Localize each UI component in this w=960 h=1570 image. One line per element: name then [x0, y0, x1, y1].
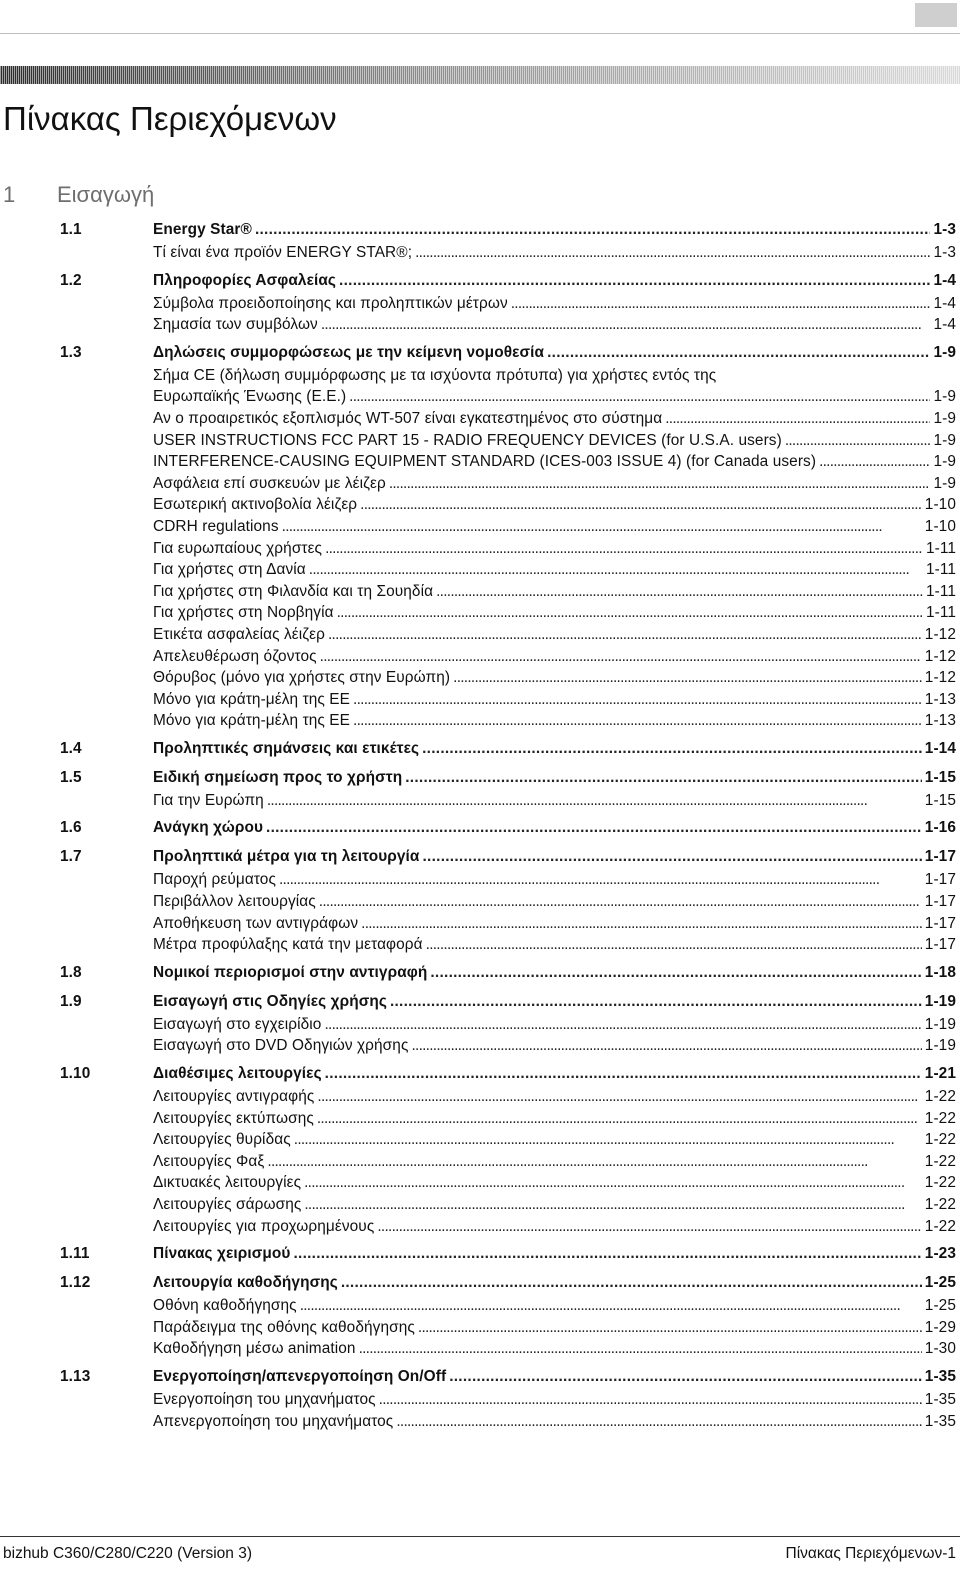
entry-title: Εισαγωγή στο DVD Οδηγιών χρήσης	[153, 1037, 409, 1055]
toc-entry[interactable]	[0, 1411, 960, 1433]
entry-page: 1-35	[924, 1390, 956, 1408]
section-title: Νομικοί περιορισμοί στην αντιγραφή	[153, 963, 428, 981]
toc-entry[interactable]	[0, 646, 960, 668]
toc-entry[interactable]	[0, 1129, 960, 1151]
entry-page: 1-22	[924, 1196, 956, 1213]
entry-title: Λειτουργίες εκτύπωσης	[153, 1109, 314, 1127]
entry-title: Σήμα CE (δήλωση συμμόρφωσης με τα ισχύοντα πρότυπα) για χρήστες εντός της	[153, 366, 717, 384]
toc-section	[0, 269, 960, 336]
entry-title: Ενεργοποίηση του μηχανήματος	[153, 1390, 376, 1408]
entry-page: 1-22	[924, 1088, 956, 1106]
entry-page: 1-19	[924, 1037, 956, 1055]
section-number: 1.10	[60, 1065, 91, 1083]
section-title: Διαθέσιμες λειτουργίες	[153, 1065, 322, 1083]
toc-section-entry[interactable]	[0, 766, 960, 790]
entry-title: Παράδειγμα της οθόνης καθοδήγησης	[153, 1318, 415, 1336]
entry-page: 1-22	[924, 1152, 956, 1170]
entry-page: 1-30	[924, 1340, 956, 1358]
toc-entry[interactable]	[0, 689, 960, 711]
toc-entry[interactable]	[0, 494, 960, 516]
entry-title: Λειτουργίες αντιγραφής	[153, 1088, 315, 1106]
dot-leader	[390, 990, 922, 1014]
toc-section-entry[interactable]	[0, 845, 960, 869]
toc-entry[interactable]	[0, 790, 960, 812]
section-title: Εισαγωγή στις Οδηγίες χρήσης	[153, 992, 387, 1010]
toc-section	[0, 737, 960, 761]
section-page: 1-16	[924, 819, 956, 837]
entry-title: Μόνο για κράτη-μέλη της ΕΕ	[153, 690, 351, 708]
toc-entry[interactable]	[0, 624, 960, 646]
toc-entry[interactable]	[0, 1216, 960, 1238]
entry-title: INTERFERENCE-CAUSING EQUIPMENT STANDARD (ICES-003 ISSUE 4) (for Canada users)	[153, 453, 817, 471]
toc-entry[interactable]	[0, 1172, 960, 1194]
section-page: 1-9	[933, 343, 956, 361]
entry-page: 1-22	[924, 1174, 956, 1192]
toc-section-entry[interactable]	[0, 269, 960, 293]
toc-section	[0, 1242, 960, 1266]
section-title: Ανάγκη χώρου	[153, 819, 264, 837]
entry-page: 1-10	[924, 496, 956, 514]
entry-page: 1-12	[924, 647, 956, 665]
toc-section	[0, 990, 960, 1057]
dot-leader	[304, 1172, 922, 1194]
entry-page: 1-35	[924, 1412, 956, 1430]
entry-title: Παροχή ρεύματος	[153, 871, 276, 889]
entry-title: Σύμβολα προειδοποίησης και προληπτικών μέτρων	[153, 294, 508, 312]
footer-page-label: Πίνακας Περιεχόμενων-1	[785, 1545, 956, 1562]
toc-section	[0, 845, 960, 955]
toc-entry[interactable]	[0, 365, 960, 387]
toc-section-entry[interactable]	[0, 341, 960, 365]
entry-title: Για χρήστες στη Φιλανδία και τη Σουηδία	[153, 582, 434, 600]
toc-section-entry[interactable]	[0, 1242, 960, 1266]
entry-title: Καθοδήγηση μέσω animation	[153, 1340, 356, 1358]
entry-page: 1-9	[933, 474, 956, 492]
toc-entry[interactable]	[0, 430, 960, 452]
section-page: 1-35	[924, 1367, 956, 1385]
dot-leader	[324, 1014, 921, 1036]
dot-leader	[361, 913, 922, 935]
dot-leader	[320, 646, 922, 668]
section-number: 1.4	[60, 739, 82, 757]
entry-title: Ευρωπαϊκής Ένωσης (Ε.Ε.)	[153, 388, 347, 406]
section-number: 1.7	[60, 848, 82, 866]
dot-leader	[267, 1151, 921, 1173]
dot-leader	[328, 624, 922, 646]
toc-entry[interactable]	[0, 1035, 960, 1057]
dot-leader	[339, 269, 930, 293]
dot-leader	[360, 494, 922, 516]
section-number: 1.3	[60, 343, 82, 361]
toc-entry[interactable]	[0, 516, 960, 538]
section-page: 1-14	[924, 739, 956, 757]
toc-section-entry[interactable]	[0, 990, 960, 1014]
section-number: 1.2	[60, 271, 82, 289]
toc-section	[0, 341, 960, 732]
entry-page: 1-11	[925, 582, 956, 600]
dot-leader	[396, 1411, 921, 1433]
dot-leader	[282, 516, 922, 538]
section-page: 1-17	[924, 848, 956, 866]
entry-page: 1-3	[933, 244, 956, 261]
section-page: 1-23	[924, 1245, 956, 1263]
dot-leader	[379, 1389, 922, 1411]
section-page: 1-21	[924, 1065, 956, 1083]
dot-leader	[300, 1295, 922, 1317]
toc-entry[interactable]	[0, 559, 960, 581]
entry-title: Λειτουργίες Φαξ	[153, 1152, 265, 1170]
dot-leader	[411, 1035, 921, 1057]
section-page: 1-15	[924, 768, 956, 786]
toc-entry[interactable]	[0, 1086, 960, 1108]
toc-section-entry[interactable]	[0, 1365, 960, 1389]
entry-title: Απελευθέρωση όζοντος	[153, 647, 317, 665]
footer-product: bizhub C360/C280/C220 (Version 3)	[3, 1545, 253, 1562]
entry-page: 1-17	[924, 871, 956, 889]
toc-entry[interactable]	[0, 242, 960, 264]
dot-leader	[415, 242, 930, 264]
toc-section	[0, 766, 960, 812]
dot-leader	[547, 341, 930, 365]
entry-page: 1-11	[925, 561, 956, 579]
section-number: 1.8	[60, 963, 82, 981]
toc-entry[interactable]	[0, 1151, 960, 1173]
dot-leader	[819, 451, 930, 473]
section-number: 1.12	[60, 1274, 91, 1292]
dot-leader	[325, 1062, 922, 1086]
dot-leader	[426, 934, 922, 956]
dot-leader	[294, 1129, 922, 1151]
entry-title: Οθόνη καθοδήγησης	[153, 1297, 297, 1315]
dot-leader	[337, 602, 923, 624]
dot-leader	[304, 1194, 921, 1216]
dot-leader	[359, 1338, 922, 1360]
table-of-contents	[0, 218, 960, 1437]
toc-section	[0, 1062, 960, 1237]
page-title: Πίνακας Περιεχόμενων	[3, 100, 337, 137]
dot-leader	[418, 1317, 922, 1339]
chapter-title: Εισαγωγή	[57, 182, 155, 207]
toc-entry[interactable]	[0, 1338, 960, 1360]
entry-title: USER INSTRUCTIONS FCC PART 15 - RADIO FREQUENCY DEVICES (for U.S.A. users)	[153, 431, 782, 449]
dot-leader	[255, 218, 931, 242]
entry-page: 1-11	[925, 539, 956, 557]
entry-title: Αποθήκευση των αντιγράφων	[153, 914, 359, 932]
toc-entry[interactable]	[0, 314, 960, 336]
entry-page: 1-12	[924, 669, 956, 687]
entry-page: 1-22	[924, 1131, 956, 1149]
section-page: 1-18	[924, 963, 956, 981]
dot-leader	[309, 559, 923, 581]
toc-section-entry[interactable]	[0, 961, 960, 985]
toc-entry[interactable]	[0, 602, 960, 624]
entry-title: Περιβάλλον λειτουργίας	[153, 893, 316, 911]
entry-page: 1-17	[924, 893, 956, 911]
dot-leader	[353, 710, 922, 732]
toc-entry[interactable]	[0, 581, 960, 603]
dot-leader	[449, 1365, 922, 1389]
entry-title: Ασφάλεια επί συσκευών με λέιζερ	[153, 474, 386, 492]
section-number: 1.1	[60, 221, 82, 238]
toc-entry[interactable]	[0, 1108, 960, 1130]
entry-title: Για ευρωπαίους χρήστες	[153, 539, 323, 557]
dot-leader	[453, 667, 922, 689]
section-title: Προληπτικές σημάνσεις και ετικέτες	[153, 739, 420, 757]
toc-section-entry[interactable]	[0, 1062, 960, 1086]
chapter-heading	[3, 182, 154, 208]
entry-page: 1-15	[924, 791, 956, 809]
entry-page: 1-9	[933, 388, 956, 406]
entry-page: 1-4	[933, 316, 956, 334]
toc-section-entry[interactable]	[0, 737, 960, 761]
section-title: Ενεργοποίηση/απενεργοποίηση On/Off	[153, 1367, 447, 1385]
entry-page: 1-4	[933, 294, 956, 312]
toc-entry[interactable]	[0, 1014, 960, 1036]
entry-page: 1-13	[924, 712, 956, 730]
toc-entry[interactable]	[0, 408, 960, 430]
toc-section	[0, 1271, 960, 1360]
section-title: Δηλώσεις συμμορφώσεως με την κείμενη νομοθεσία	[153, 343, 545, 361]
toc-section	[0, 816, 960, 840]
entry-title: Αν ο προαιρετικός εξοπλισμός WT-507 είναι εγκατεστημένος στο σύστημα	[153, 409, 663, 427]
entry-title: Θόρυβος (μόνο για χρήστες στην Ευρώπη)	[153, 669, 451, 687]
toc-entry[interactable]	[0, 891, 960, 913]
section-title: Ειδική σημείωση προς το χρήστη	[153, 768, 403, 786]
toc-entry[interactable]	[0, 1295, 960, 1317]
section-page: 1-4	[933, 271, 956, 289]
dot-leader	[349, 386, 930, 408]
entry-page: 1-11	[925, 604, 956, 622]
dot-leader	[389, 473, 931, 495]
dot-leader	[422, 737, 922, 761]
toc-entry[interactable]	[0, 869, 960, 891]
entry-page: 1-9	[933, 409, 956, 427]
dot-leader	[279, 869, 922, 891]
entry-title: Σημασία των συμβόλων	[153, 316, 318, 334]
entry-page: 1-12	[924, 625, 956, 643]
dot-leader	[321, 314, 931, 336]
entry-page: 1-25	[924, 1297, 956, 1315]
entry-title: Για την Ευρώπη	[153, 791, 264, 809]
dot-leader	[377, 1216, 921, 1238]
dot-leader	[423, 845, 922, 869]
section-title: Πληροφορίες Ασφαλείας	[153, 271, 337, 289]
toc-entry[interactable]	[0, 934, 960, 956]
toc-entry[interactable]	[0, 710, 960, 732]
dot-leader	[341, 1271, 922, 1295]
entry-title: CDRH regulations	[153, 517, 279, 535]
section-title: Λειτουργία καθοδήγησης	[153, 1274, 338, 1292]
toc-entry[interactable]	[0, 667, 960, 689]
entry-title: Μόνο για κράτη-μέλη της ΕΕ	[153, 712, 351, 730]
entry-page: 1-13	[924, 690, 956, 708]
dot-leader	[325, 538, 923, 560]
entry-title: Μέτρα προφύλαξης κατά την μεταφορά	[153, 936, 423, 954]
section-page: 1-19	[924, 992, 956, 1010]
entry-title: Απενεργοποίηση του μηχανήματος	[153, 1412, 394, 1430]
corner-tab	[915, 3, 957, 27]
dot-leader	[665, 408, 930, 430]
entry-page: 1-17	[924, 914, 956, 932]
dot-leader	[785, 430, 931, 452]
entry-title: Λειτουργίες για προχωρημένους	[153, 1217, 375, 1235]
header-gradient-bar	[0, 66, 960, 84]
section-number: 1.11	[60, 1245, 90, 1263]
entry-title: Δικτυακές λειτουργίες	[153, 1174, 302, 1192]
section-number: 1.13	[60, 1367, 91, 1385]
toc-entry[interactable]	[0, 913, 960, 935]
footer-rule	[0, 1536, 960, 1537]
top-rule	[0, 33, 960, 34]
chapter-number: 1	[3, 182, 16, 207]
dot-leader	[267, 790, 922, 812]
section-page: 1-3	[933, 221, 956, 238]
entry-page: 1-9	[933, 453, 956, 471]
toc-entry[interactable]	[0, 1194, 960, 1216]
section-number: 1.9	[60, 992, 82, 1010]
toc-section-entry[interactable]	[0, 1271, 960, 1295]
dot-leader	[436, 581, 923, 603]
toc-section	[0, 961, 960, 985]
toc-entry[interactable]	[0, 1389, 960, 1411]
section-title: Πίνακας χειρισμού	[153, 1245, 291, 1263]
toc-entry[interactable]	[0, 386, 960, 408]
dot-leader	[405, 766, 922, 790]
entry-page: 1-9	[933, 431, 956, 449]
entry-title: Εσωτερική ακτινοβολία λέιζερ	[153, 496, 358, 514]
dot-leader	[317, 1108, 922, 1130]
entry-page: 1-22	[924, 1217, 956, 1235]
entry-page: 1-22	[924, 1109, 956, 1127]
toc-entry[interactable]	[0, 451, 960, 473]
entry-page: 1-10	[924, 517, 956, 535]
section-number: 1.5	[60, 768, 82, 786]
section-title: Προληπτικά μέτρα για τη λειτουργία	[153, 848, 420, 866]
toc-section-entry[interactable]	[0, 218, 960, 242]
entry-title: Λειτουργίες σάρωσης	[153, 1196, 302, 1213]
toc-entry[interactable]	[0, 293, 960, 315]
toc-section-entry[interactable]	[0, 816, 960, 840]
dot-leader	[293, 1242, 921, 1266]
dot-leader	[353, 689, 922, 711]
entry-title: Τί είναι ένα προϊόν ENERGY STAR®;	[153, 244, 413, 261]
section-number: 1.6	[60, 819, 82, 837]
toc-section	[0, 218, 960, 264]
entry-title: Για χρήστες στη Νορβηγία	[153, 604, 334, 622]
entry-page: 1-19	[924, 1015, 956, 1033]
dot-leader	[511, 293, 931, 315]
toc-section	[0, 1365, 960, 1432]
section-page: 1-25	[924, 1274, 956, 1292]
dot-leader	[266, 816, 922, 840]
entry-title: Εισαγωγή στο εγχειρίδιο	[153, 1015, 322, 1033]
dot-leader	[430, 961, 921, 985]
entry-title: Λειτουργίες θυρίδας	[153, 1131, 291, 1149]
toc-entry[interactable]	[0, 538, 960, 560]
section-title: Energy Star®	[153, 221, 252, 238]
entry-page: 1-29	[924, 1318, 956, 1336]
entry-page: 1-17	[924, 936, 956, 954]
entry-title: Για χρήστες στη Δανία	[153, 561, 306, 579]
toc-entry[interactable]	[0, 1317, 960, 1339]
dot-leader	[319, 891, 922, 913]
dot-leader	[317, 1086, 921, 1108]
toc-entry[interactable]	[0, 473, 960, 495]
entry-title: Ετικέτα ασφαλείας λέιζερ	[153, 625, 325, 643]
